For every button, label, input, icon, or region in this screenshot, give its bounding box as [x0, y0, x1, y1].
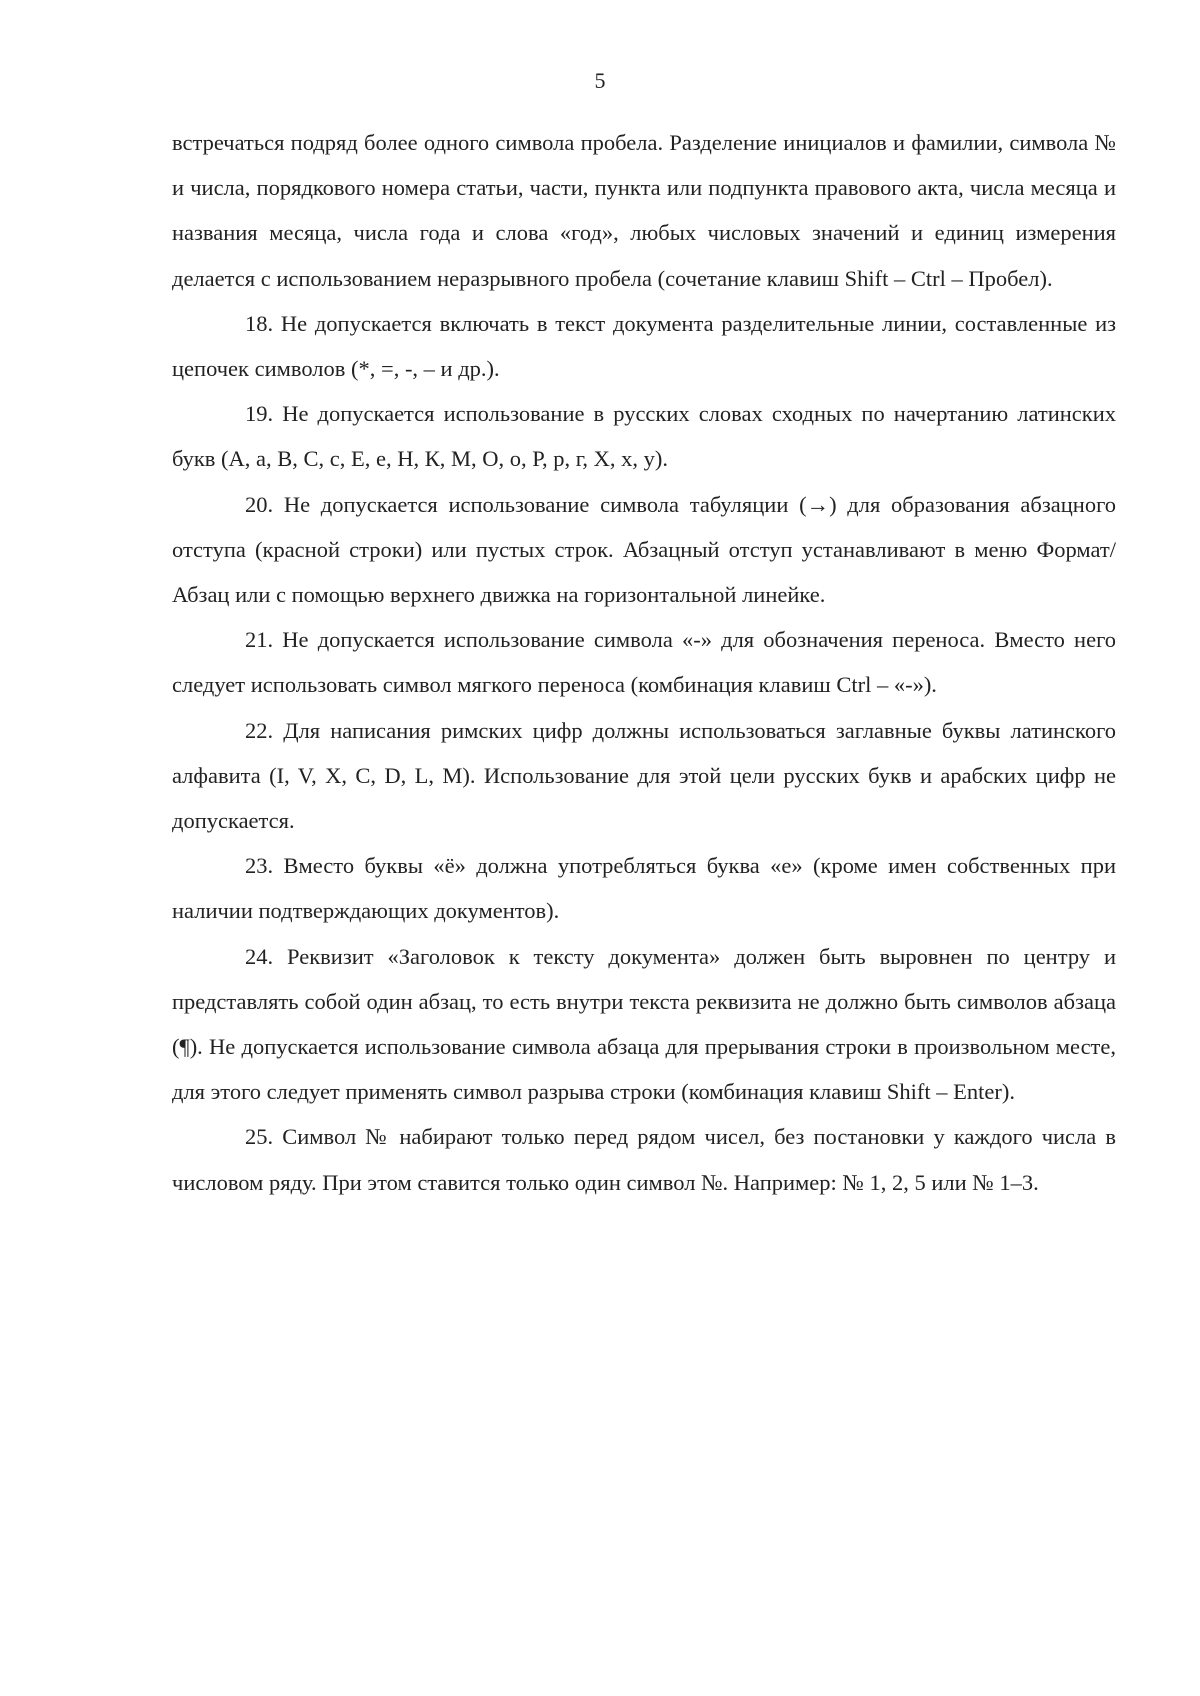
paragraph-23: 23. Вместо буквы «ё» должна употребляться буква «е» (кроме имен собственных при наличии подтверждающих документов). [172, 853, 1116, 924]
paragraph-24: 24. Реквизит «Заголовок к тексту документа» должен быть выровнен по центру и представлять собой один абзац, то есть внутри текста реквизита не должно быть символов абзаца (¶). Не допускается использование символа абзаца для прерывания строки в произвольном месте, для этого следует применять символ разрыва строки (комбинация клавиш Shift – Enter). [172, 943, 1116, 1105]
paragraph-21: 21. Не допускается использование символа «-» для обозначения переноса. Вместо него следует использовать символ мягкого переноса (комбинация клавиш Ctrl – «-»). [172, 627, 1116, 698]
paragraph-22: 22. Для написания римских цифр должны использоваться заглавные буквы латинского алфавита (I, V, X, C, D, L, M). Использование для этой цели русских букв и арабских цифр не допускается. [172, 717, 1116, 834]
page-number: 5 [594, 68, 606, 93]
document-body [172, 120, 1116, 1205]
paragraph-20: 20. Не допускается использование символа табуляции (→) для образования абзацного отступа (красной строки) или пустых строк. Абзацный отступ устанавливают в меню Формат/Абзац или с помощью верхнего движка на горизонтальной линейке. [172, 491, 1116, 608]
paragraph-continuation: встречаться подряд более одного символа пробела. Разделение инициалов и фамилии, символа № и числа, порядкового номера статьи, части, пункта или подпункта правового акта, числа месяца и названия месяца, числа года и слова «год», любых числовых значений и единиц измерения делается с использованием неразрывного пробела (сочетание клавиш Shift – Ctrl – Пробел). [172, 130, 1116, 291]
paragraph-19: 19. Не допускается использование в русских словах сходных по начертанию латинских букв (А, а, В, С, с, Е, е, Н, К, М, О, о, Р, р, г, Х, х, у). [172, 401, 1116, 472]
paragraph-25: 25. Символ № набирают только перед рядом чисел, без постановки у каждого числа в числовом ряду. При этом ставится только один символ №. Например: № 1, 2, 5 или № 1–3. [172, 1124, 1116, 1195]
paragraph-18: 18. Не допускается включать в текст документа разделительные линии, составленные из цепочек символов (*, =, -, – и др.). [172, 310, 1116, 382]
